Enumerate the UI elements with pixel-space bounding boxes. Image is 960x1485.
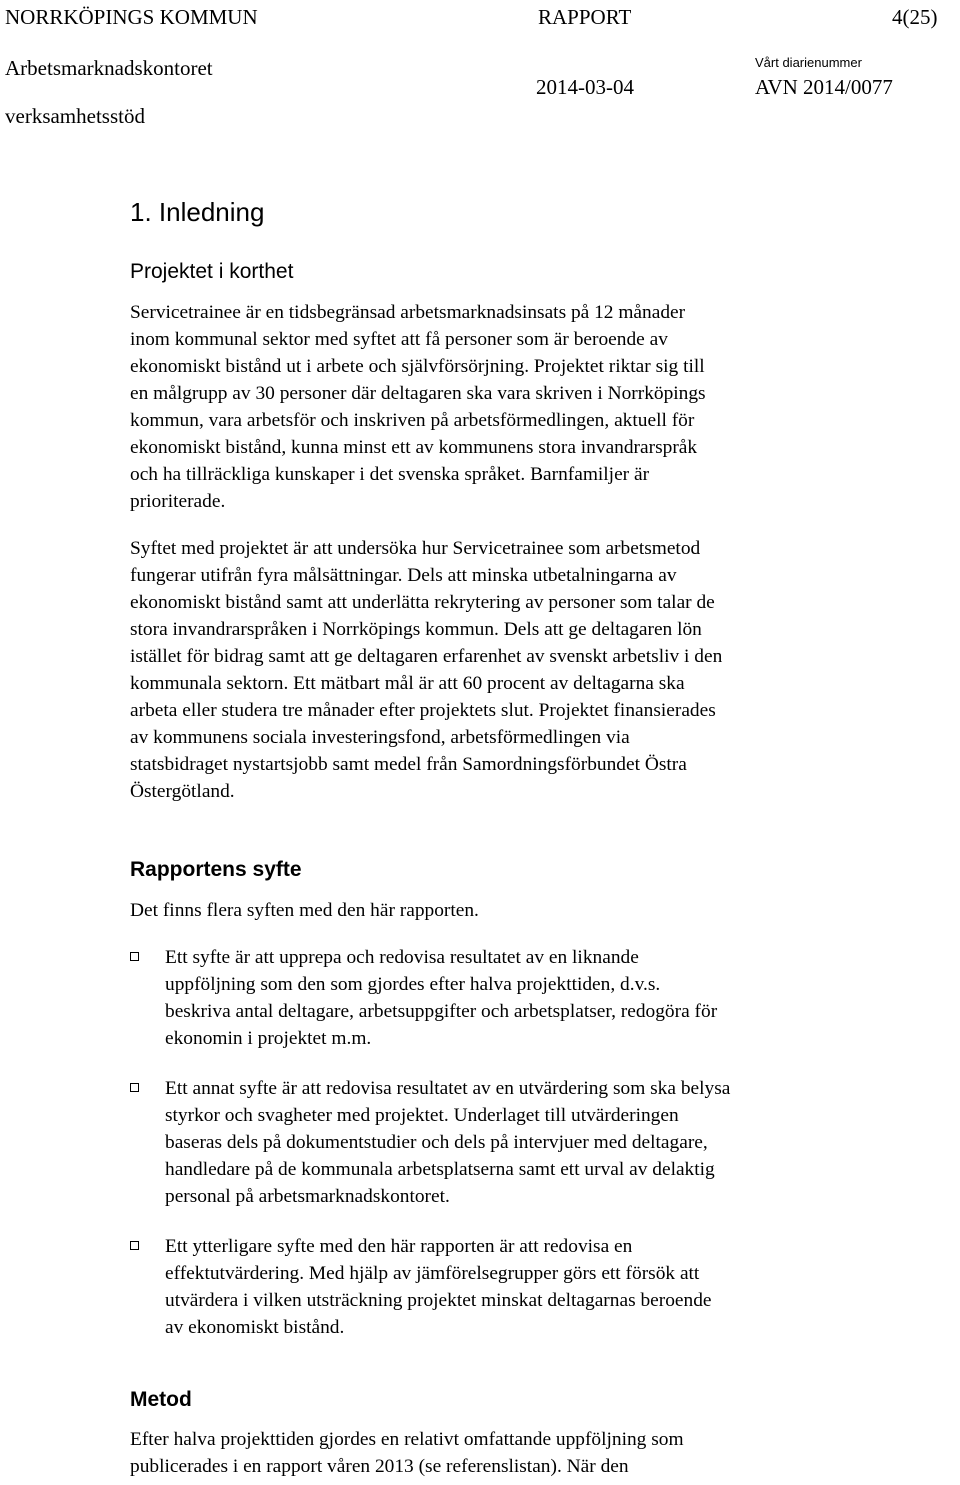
diary-label: Vårt diarienummer [755,55,862,70]
text-line: statsbidraget nystartsjobb samt medel från Samordningsförbundet Östra [130,754,687,775]
department: Arbetsmarknadskontoret [5,56,213,80]
text-line: handledare på de kommunala arbetsplatserna samt ett urval av delaktig [165,1159,715,1180]
bullet-text-2 [165,1075,850,1210]
bullet-text-1 [165,944,850,1052]
text-line: baseras dels på dokumentstudier och dels på intervjuer med deltagare, [165,1132,708,1153]
text-line: istället för bidrag samt att ge deltagaren erfarenhet av svenskt arbetsliv i den [130,646,723,667]
text-line: Efter halva projekttiden gjordes en relativt omfattande uppföljning som [130,1429,684,1450]
text-line: stora invandrarspråken i Norrköpings kommun. Dels att ge deltagaren lön [130,619,702,640]
text-line: publicerades i en rapport våren 2013 (se referenslistan). När den [130,1456,629,1477]
text-line: Ett syfte är att upprepa och redovisa resultatet av en liknande [165,947,639,968]
text-line: styrkor och svagheter med projektet. Underlaget till utvärderingen [165,1105,679,1126]
text-line: av kommunens sociala investeringsfond, arbetsförmedlingen via [130,727,630,748]
text-line: inom kommunal sektor med syftet att få personer som är beroende av [130,329,668,350]
text-line: Servicetrainee är en tidsbegränsad arbetsmarknadsinsats på 12 månader [130,302,686,323]
bullet-item-2 [130,1075,850,1210]
text-line: en målgrupp av 30 personer där deltagaren ska vara skriven i Norrköpings [130,383,706,404]
text-line: uppföljning som den som gjordes efter halva projekttiden, d.v.s. [165,974,661,995]
text-line: av ekonomiskt bistånd. [165,1317,345,1338]
text-line: effektutvärdering. Med hjälp av jämförelsegrupper görs ett försök att [165,1263,700,1284]
org-name: NORRKÖPINGS KOMMUN [5,5,258,29]
unit: verksamhetsstöd [5,104,145,128]
text-line: Ett ytterligare syfte med den här rapporten är att redovisa en [165,1236,633,1257]
heading-metod: Metod [130,1388,192,1411]
diary-number: AVN 2014/0077 [755,75,893,99]
text-line: personal på arbetsmarknadskontoret. [165,1186,450,1207]
checkbox-bullet-icon [130,1241,139,1250]
text-line: och ha tillräckliga kunskaper i det svenska språket. Barnfamiljer är [130,464,650,485]
section-title: 1. Inledning [130,197,265,227]
bullet-text-3 [165,1233,850,1341]
syfte-intro: Det finns flera syften med den här rapporten. [130,900,479,921]
text-line: kommun, vara arbetsför och inskriven på arbetsförmedlingen, aktuell för [130,410,695,431]
heading-korthet: Projektet i korthet [130,260,294,283]
text-line: prioriterade. [130,491,226,512]
text-line: beskriva antal deltagare, arbetsuppgifter och arbetsplatser, redogöra för [165,1001,718,1022]
text-line: Östergötland. [130,781,235,802]
bullet-item-3 [130,1233,850,1341]
text-line: fungerar utifrån fyra målsättningar. Dels att minska utbetalningarna av [130,565,677,586]
text-line: arbeta eller studera tre månader efter projektets slut. Projektet finansierades [130,700,716,721]
paragraph-korthet-2 [130,535,850,805]
checkbox-bullet-icon [130,1083,139,1092]
page-number: 4(25) [892,5,938,29]
heading-syfte: Rapportens syfte [130,858,302,881]
report-date: 2014-03-04 [536,75,634,99]
bullet-item-1 [130,944,850,1052]
text-line: ekonomiskt bistånd, kunna minst ett av kommunens stora invandrarspråk [130,437,698,458]
doc-type: RAPPORT [538,5,632,29]
paragraph-korthet-1 [130,299,850,515]
text-line: Syftet med projektet är att undersöka hur Servicetrainee som arbetsmetod [130,538,701,559]
text-line: ekonomin i projektet m.m. [165,1028,372,1049]
text-line: utvärdera i vilken utsträckning projektet minskat deltagarnas beroende [165,1290,712,1311]
checkbox-bullet-icon [130,952,139,961]
document-body [130,195,850,1480]
text-line: Ett annat syfte är att redovisa resultatet av en utvärdering som ska belysa [165,1078,731,1099]
paragraph-metod [130,1426,850,1480]
text-line: kommunala sektorn. Ett mätbart mål är att 60 procent av deltagarna ska [130,673,685,694]
text-line: ekonomiskt bistånd samt att underlätta rekrytering av personer som talar de [130,592,715,613]
text-line: ekonomiskt bistånd ut i arbete och självförsörjning. Projektet riktar sig till [130,356,705,377]
